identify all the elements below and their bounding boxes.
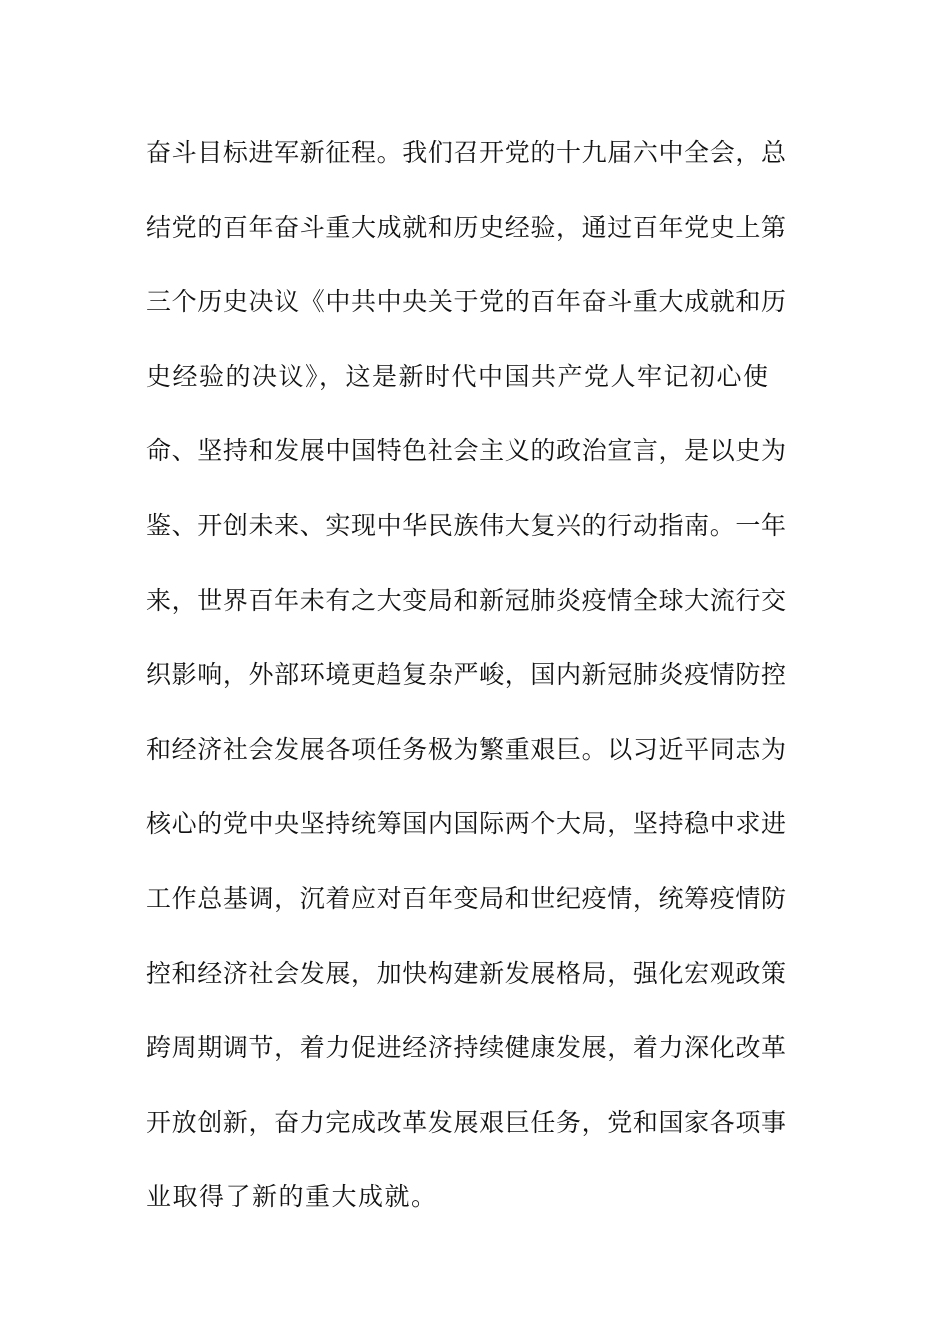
paragraph-line: 业取得了新的重大成就。 bbox=[146, 1182, 438, 1212]
paragraph-line: 奋斗目标进军新征程。我们召开党的十九届六中全会，总 bbox=[146, 138, 786, 167]
paragraph-line: 三个历史决议《中共中央关于党的百年奋斗重大成就和历 bbox=[146, 287, 786, 317]
paragraph-line: 工作总基调，沉着应对百年变局和世纪疫情，统筹疫情防 bbox=[146, 883, 786, 913]
paragraph-line: 织影响，外部环境更趋复杂严峻，国内新冠肺炎疫情防控 bbox=[146, 660, 786, 690]
paragraph-line: 开放创新，奋力完成改革发展艰巨任务，党和国家各项事 bbox=[146, 1107, 786, 1137]
paragraph-line: 控和经济社会发展，加快构建新发展格局，强化宏观政策 bbox=[146, 958, 786, 988]
paragraph-line: 跨周期调节，着力促进经济持续健康发展，着力深化改革 bbox=[146, 1033, 786, 1063]
paragraph-line: 和经济社会发展各项任务极为繁重艰巨。以习近平同志为 bbox=[146, 734, 786, 764]
paragraph-line: 来，世界百年未有之大变局和新冠肺炎疫情全球大流行交 bbox=[146, 585, 786, 615]
paragraph-line: 史经验的决议》，这是新时代中国共产党人牢记初心使 bbox=[146, 361, 770, 391]
paragraph-line: 鉴、开创未来、实现中华民族伟大复兴的行动指南。一年 bbox=[146, 510, 786, 540]
paragraph-line: 核心的党中央坚持统筹国内国际两个大局，坚持稳中求进 bbox=[146, 809, 786, 839]
paragraph-line: 命、坚持和发展中国特色社会主义的政治宣言，是以史为 bbox=[146, 436, 786, 466]
body-paragraph bbox=[146, 130, 786, 1249]
paragraph-line: 结党的百年奋斗重大成就和历史经验，通过百年党史上第 bbox=[146, 212, 786, 242]
